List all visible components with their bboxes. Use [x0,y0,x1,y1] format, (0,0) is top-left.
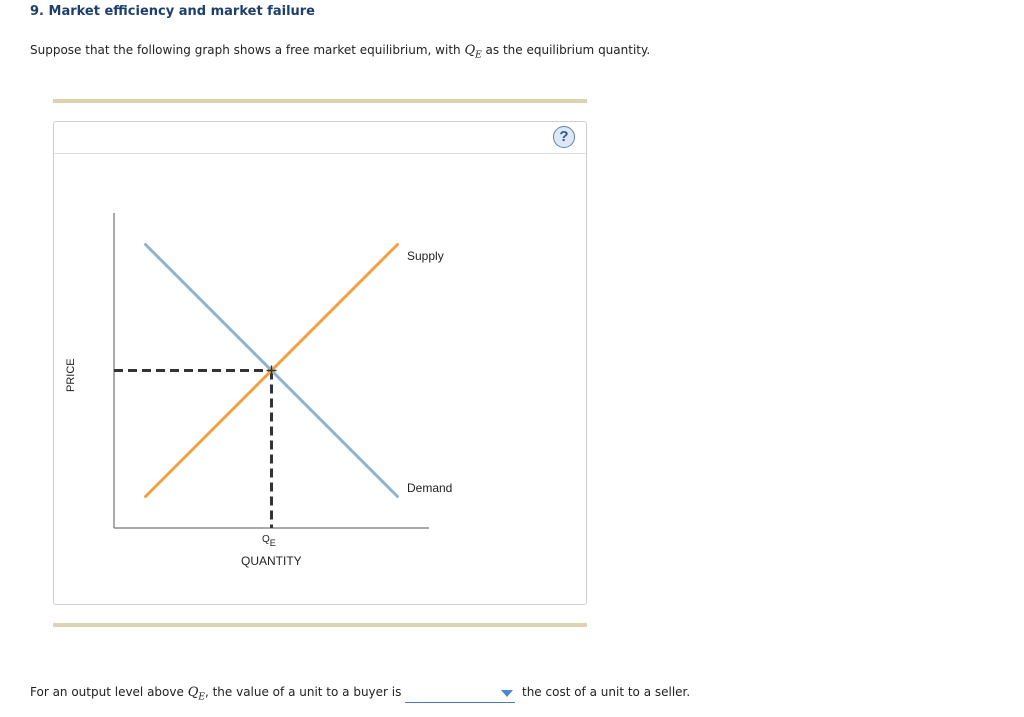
top-divider [53,99,587,103]
y-axis-label: PRICE [65,358,77,392]
answer-text-middle: , the value of a unit to a buyer is [204,685,402,699]
answer-text-before: For an output level above [30,685,188,699]
answer-sentence [30,685,401,703]
supply-demand-graph [54,122,586,604]
intro-text-after: as the equilibrium quantity. [481,43,651,57]
graph-panel [53,121,587,605]
intro-text-before: Suppose that the following graph shows a free market equilibrium, with [30,43,465,57]
answer-text-after: the cost of a unit to a seller. [522,685,691,699]
chevron-down-icon[interactable] [501,690,513,697]
supply-label: Supply [407,249,444,263]
question-intro [30,43,650,61]
qe-symbol: $Q_E$ [464,43,482,61]
help-button[interactable]: ? [553,126,575,148]
x-axis-label: QUANTITY [241,554,302,568]
demand-label: Demand [407,481,453,495]
question-title: 9. Market efficiency and market failure [30,4,316,19]
value-comparison-dropdown[interactable] [405,684,515,703]
bottom-divider [53,623,587,627]
qe-symbol-answer: $Q_E$ [187,685,205,703]
equilibrium-quantity-tick-label: QE [262,534,276,548]
